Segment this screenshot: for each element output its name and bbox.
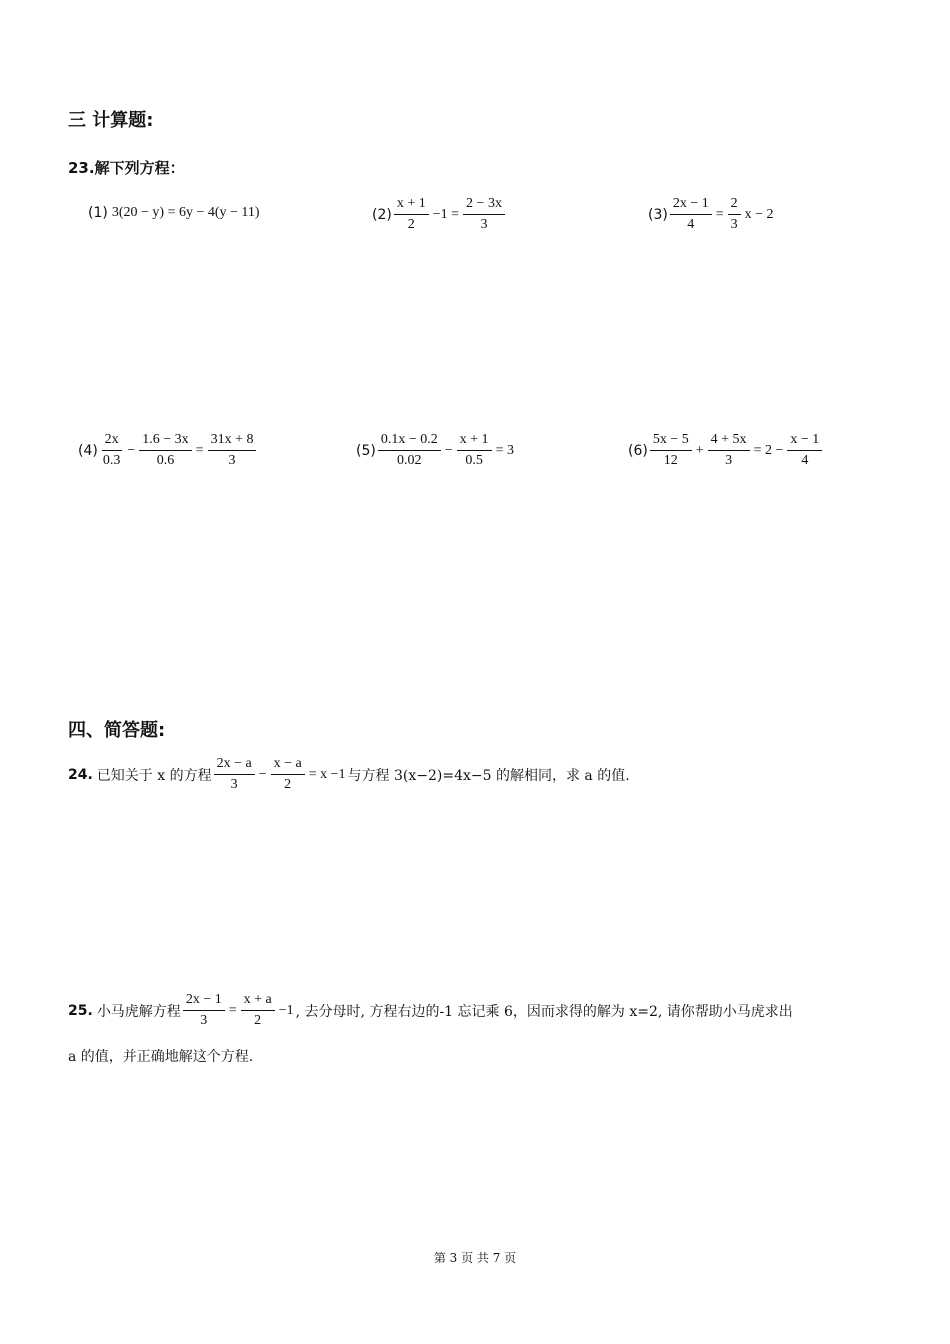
numerator: x + a [241, 992, 275, 1011]
question-24-post-text: 与方程 3(x−2)=4x−5 的解相同，求 a 的值. [347, 767, 630, 784]
operator: = x −1 [308, 766, 346, 782]
question-25 [68, 992, 793, 1029]
problem-1-label: (1) [88, 205, 108, 221]
problem-3-fraction-1 [670, 196, 712, 233]
problem-4-fraction-1 [100, 432, 124, 469]
operator: = [228, 1002, 237, 1018]
problem-3 [648, 196, 776, 233]
question-24-equation [212, 756, 348, 793]
operator: = 2 − [753, 442, 784, 458]
question-23-number: 23. [68, 159, 95, 177]
question-24-number: 24. [68, 766, 93, 783]
problem-4-label: (4) [78, 442, 98, 459]
question-25-equation [181, 992, 296, 1029]
operator: = [195, 442, 204, 458]
denominator: 3 [730, 217, 738, 232]
problem-6-fraction-3 [787, 432, 822, 469]
problem-1 [88, 205, 260, 221]
numerator: 0.1x − 0.2 [378, 432, 441, 451]
numerator: 1.6 − 3x [139, 432, 191, 451]
denominator: 3 [725, 453, 733, 468]
question-25-post-text: , 去分母时, 方程右边的-1 忘记乘 6，因而求得的解为 x=2, 请你帮助小马虎求出 [295, 1003, 793, 1020]
operator: − [127, 442, 136, 458]
numerator: 2x − a [214, 756, 255, 775]
problem-4-fraction-3 [208, 432, 257, 469]
question-25-pre-text: 小马虎解方程 [96, 1003, 181, 1020]
operator: = [715, 206, 724, 222]
question-24 [68, 756, 630, 793]
problem-3-fraction-2 [728, 196, 741, 233]
denominator: 3 [230, 777, 238, 792]
numerator: 2x − 1 [183, 992, 225, 1011]
tail-expression: x − 2 [744, 206, 774, 222]
numerator: x + 1 [394, 196, 429, 215]
problem-2-fraction-2 [463, 196, 505, 233]
denominator: 4 [687, 217, 695, 232]
numerator: 5x − 5 [650, 432, 692, 451]
question-25-fraction-1 [183, 992, 225, 1029]
denominator: 2 [407, 217, 415, 232]
denominator: 3 [200, 1013, 208, 1028]
section-4-heading: 四、简答题: [68, 720, 166, 741]
problem-6-fraction-1 [650, 432, 692, 469]
numerator: x − a [271, 756, 305, 775]
problem-5 [356, 432, 516, 469]
operator: −1 = [432, 206, 460, 222]
question-24-fraction-1 [214, 756, 255, 793]
problem-5-fraction-2 [457, 432, 492, 469]
question-24-fraction-2 [271, 756, 305, 793]
operator: − [258, 766, 267, 782]
problem-6 [628, 432, 824, 469]
page-footer: 第 3 页 共 7 页 [433, 1251, 517, 1265]
operator: + [695, 442, 704, 458]
tail-expression: = 3 [495, 442, 514, 458]
denominator: 3 [480, 217, 488, 232]
denominator: 4 [801, 453, 809, 468]
operator: −1 [278, 1002, 294, 1018]
problem-5-fraction-1 [378, 432, 441, 469]
question-25-fraction-2 [241, 992, 275, 1029]
question-23-title [68, 157, 185, 178]
problem-6-label: (6) [628, 442, 648, 459]
numerator: x − 1 [787, 432, 822, 451]
problem-4 [78, 432, 258, 469]
problem-6-fraction-2 [708, 432, 750, 469]
question-25-line-2: a 的值，并正确地解这个方程. [68, 1049, 254, 1065]
numerator: 2 − 3x [463, 196, 505, 215]
question-23-prompt: 解下列方程： [94, 159, 185, 177]
numerator: 2 [728, 196, 741, 215]
denominator: 0.5 [465, 453, 483, 468]
problem-4-fraction-2 [139, 432, 191, 469]
problem-2-label: (2) [372, 206, 392, 223]
problem-2-fraction-1 [394, 196, 429, 233]
problem-2 [372, 196, 507, 233]
denominator: 0.3 [102, 453, 121, 468]
numerator: 2x [102, 432, 122, 451]
problem-1-equation: 3(20 − y) = 6y − 4(y − 11) [111, 205, 260, 220]
numerator: 4 + 5x [708, 432, 750, 451]
problem-5-label: (5) [356, 442, 376, 459]
operator: − [444, 442, 453, 458]
question-25-number: 25. [68, 1002, 93, 1019]
question-24-pre-text: 已知关于 x 的方程 [96, 767, 212, 784]
section-3-heading: 三 计算题: [68, 110, 154, 131]
denominator: 2 [284, 777, 292, 792]
numerator: 2x − 1 [670, 196, 712, 215]
denominator: 2 [254, 1013, 262, 1028]
denominator: 3 [228, 453, 236, 468]
problem-3-label: (3) [648, 206, 668, 223]
denominator: 0.02 [397, 453, 422, 468]
denominator: 0.6 [156, 453, 175, 468]
numerator: 31x + 8 [208, 432, 257, 451]
denominator: 12 [663, 453, 678, 468]
numerator: x + 1 [457, 432, 492, 451]
